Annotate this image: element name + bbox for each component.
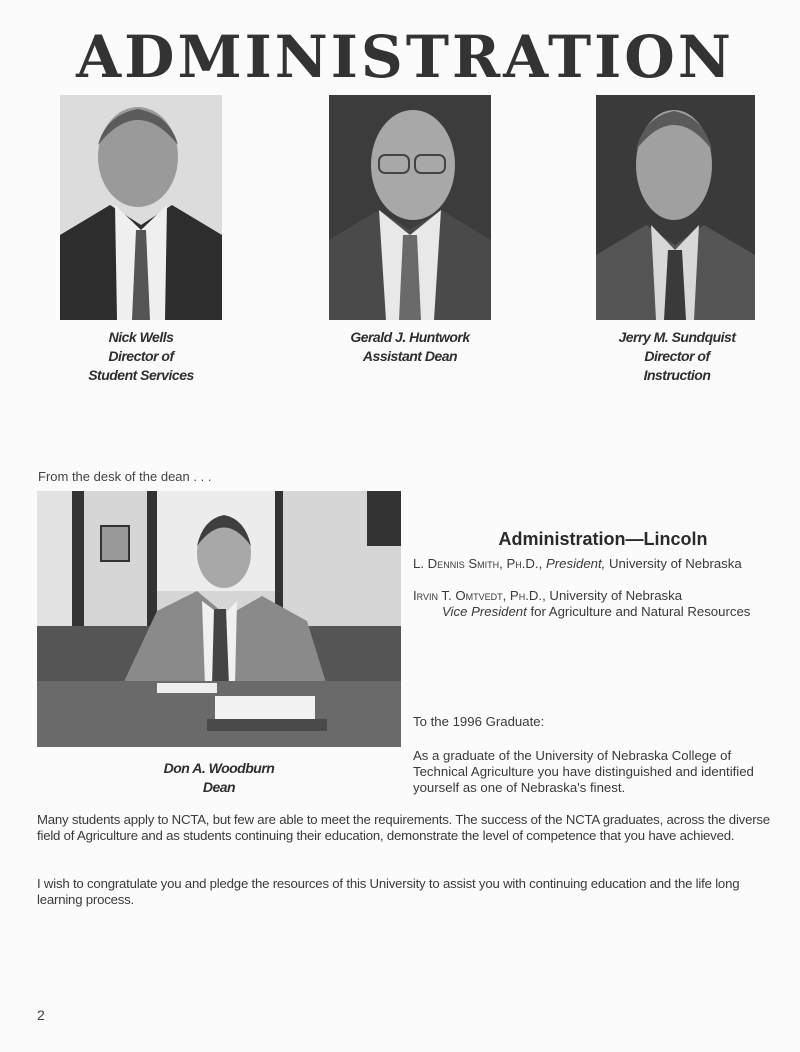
- vp-org: University of Nebraska: [549, 588, 683, 603]
- letter-salutation: To the 1996 Graduate:: [413, 714, 545, 729]
- president-line: [413, 556, 742, 572]
- dean-photo: [37, 491, 401, 747]
- staff-name: Nick Wells: [108, 329, 174, 345]
- caption-nick-wells: [60, 328, 222, 385]
- vp-role-suffix: for Agriculture and Natural Resources: [530, 604, 751, 619]
- staff-title: Instruction: [643, 367, 711, 383]
- staff-name: Jerry M. Sundquist: [618, 329, 736, 345]
- dean-name: Don A. Woodburn: [163, 760, 275, 776]
- vice-president-line: [413, 588, 682, 604]
- staff-title: Student Services: [88, 367, 194, 383]
- president-name: L. Dennis Smith, Ph.D.,: [413, 556, 543, 571]
- vp-role: Vice President: [442, 604, 527, 619]
- portrait-gerald-huntwork: [329, 95, 491, 320]
- dean-title: Dean: [202, 779, 236, 795]
- dean-intro: From the desk of the dean . . .: [38, 469, 212, 484]
- letter-paragraph-2: Many students apply to NCTA, but few are able to meet the requirements. The success of the NCTA graduates, across the diverse field of Agriculture and as students continuing their education, demonstrate the level of competence that you have achieved.: [37, 812, 770, 843]
- staff-title: Director of: [108, 348, 174, 364]
- caption-dean: [37, 759, 401, 797]
- letter-paragraph-3: I wish to congratulate you and pledge the resources of this University to assist you with continuing education and the life long learning process.: [37, 876, 740, 907]
- portrait-nick-wells: [60, 95, 222, 320]
- staff-name: Gerald J. Huntwork: [350, 329, 470, 345]
- staff-title: Assistant Dean: [362, 348, 458, 364]
- caption-jerry-sundquist: [596, 328, 758, 385]
- page-title: ADMINISTRATION: [76, 23, 734, 91]
- staff-title: Director of: [644, 348, 710, 364]
- caption-gerald-huntwork: [329, 328, 491, 366]
- vice-president-role-line: [442, 604, 750, 620]
- letter-paragraph-1: As a graduate of the University of Nebraska College of Technical Agriculture you have distinguished and identified yourself as one of Nebraska's finest.: [413, 748, 754, 795]
- president-role: President,: [545, 556, 606, 571]
- president-org: University of Nebraska: [609, 556, 742, 571]
- page-number: 2: [37, 1007, 45, 1023]
- lincoln-heading: Administration—Lincoln: [498, 529, 708, 549]
- portrait-jerry-sundquist: [596, 95, 755, 320]
- vp-name: Irvin T. Omtvedt, Ph.D.,: [413, 588, 546, 603]
